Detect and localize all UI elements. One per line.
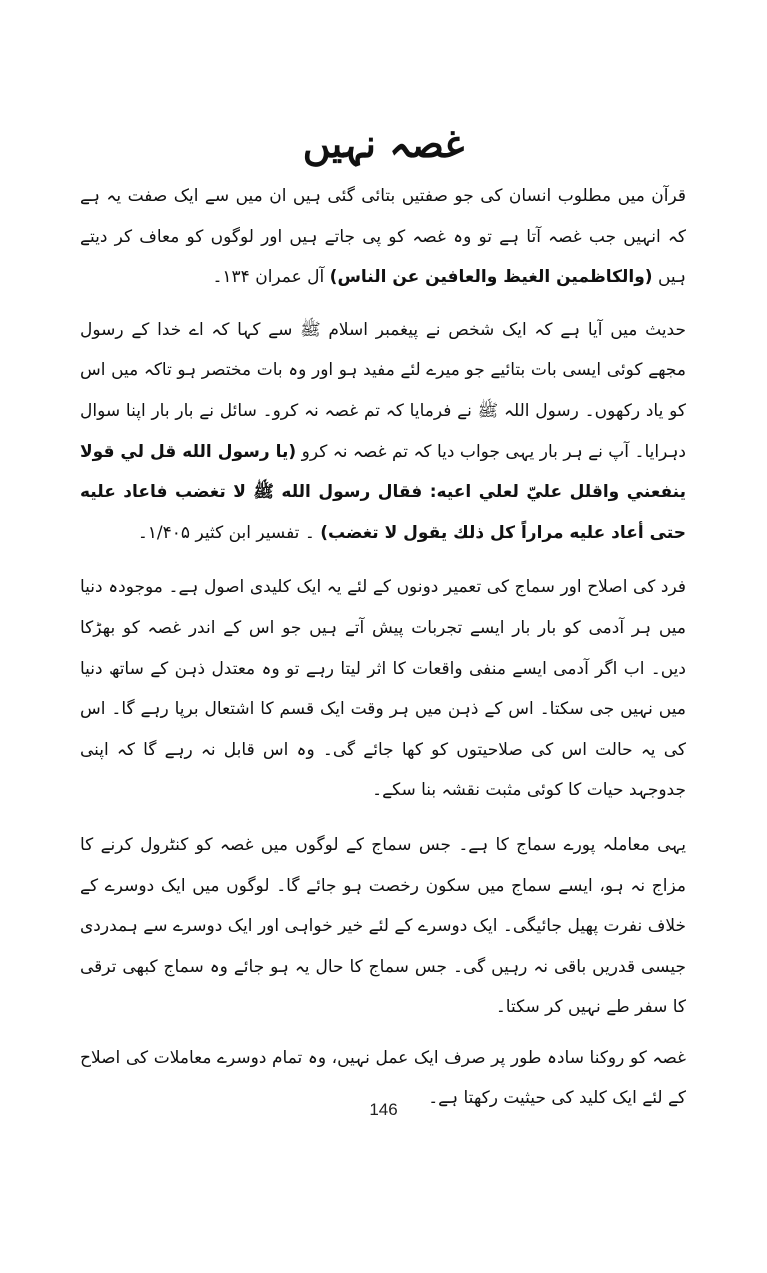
paragraph-1-arabic-quote: (والکاظمین الغیظ والعافین عن الناس) — [329, 267, 653, 288]
paragraph-2-arabic-quote: (یا رسول الله قل لي قولا ینفعني واقلل عليّ لعلي اعیه: فقال رسول الله ﷺ لا تغضب فاعاد علیه حتی أعاد علیه مراراً کل ذلك یقول لا تغضب) — [80, 441, 686, 543]
paragraph-2-text: حدیث میں آیا ہے کہ ایک شخص نے پیغمبر اسلام ﷺ سے کہا کہ اے خدا کے رسول مجھے کوئی ایسی بات بتائیے جو میرے لئے مفید ہو اور وہ بات مختصر ہو تاکہ میں اس کو یاد رکھوں۔ رسول اللہ ﷺ نے فرمایا کہ تم غصہ نہ کرو۔ سائل نے بار بار اپنا سوال دہرایا۔ آپ نے ہر بار یہی جواب دیا کہ تم غصہ نہ کرو — [80, 319, 686, 462]
page-title: غصہ نہیں — [302, 121, 465, 166]
paragraph-1-text: قرآن میں مطلوب انسان کی جو صفتیں بتائی گئی ہیں ان میں سے ایک صفت یہ ہے کہ انہیں جب غصہ آتا ہے تو وہ غصہ کو پی جاتے ہیں اور لوگوں کو معاف کر دیتے ہیں — [80, 186, 686, 288]
paragraph-4-text: یہی معاملہ پورے سماج کا ہے۔ جس سماج کے لوگوں میں غصہ کو کنٹرول کرنے کا مزاج نہ ہو، ایسے سماج میں سکون رخصت ہو جائے گا۔ لوگوں میں ایک دوسرے کے خلاف نفرت پھیل جائیگی۔ ایک دوسرے کے لئے خیر خواہی اور ایک دوسرے سے ہمدردی جیسی قدریں باقی نہ رہیں گی۔ جس سماج کا حال یہ ہو جائے وہ سماج کبھی ترقی کا سفر طے نہیں کر سکتا۔ — [80, 834, 686, 1018]
page-number: 146 — [369, 1100, 398, 1119]
page-body — [80, 176, 686, 1131]
paragraph-4 — [80, 825, 686, 1028]
paragraph-3 — [80, 567, 686, 811]
paragraph-1-reference: آل عمران ۱۳۴۔ — [212, 267, 330, 288]
paragraph-1 — [80, 176, 686, 298]
paragraph-2-reference: ۔ تفسیر ابن کثیر ۱/۴۰۵۔ — [137, 522, 321, 543]
paragraph-3-text: فرد کی اصلاح اور سماج کی تعمیر دونوں کے لئے یہ ایک کلیدی اصول ہے۔ موجودہ دنیا میں ہر آدمی کو بار بار ایسے تجربات پیش آتے ہیں جو اس کے اندر غصہ کو بھڑکا دیں۔ اب اگر آدمی ایسے منفی واقعات کا اثر لیتا رہے تو وہ معتدل ذہن کے ساتھ دنیا میں نہیں جی سکتا۔ اس کے ذہن میں ہر وقت ایک قسم کا اشتعال برپا رہے گا۔ اس کی یہ حالت اس کی صلاحیتوں کو کھا جائے گی۔ وہ اس قابل نہ رہے گا کہ اپنی جدوجہد حیات کا کوئی مثبت نقشہ بنا سکے۔ — [80, 577, 686, 801]
paragraph-5-text: غصہ کو روکنا سادہ طور پر صرف ایک عمل نہیں، وہ تمام دوسرے معاملات کی اصلاح کے لئے ایک کلید کی حیثیت رکھتا ہے۔ — [80, 1047, 686, 1109]
paragraph-2 — [80, 310, 686, 554]
